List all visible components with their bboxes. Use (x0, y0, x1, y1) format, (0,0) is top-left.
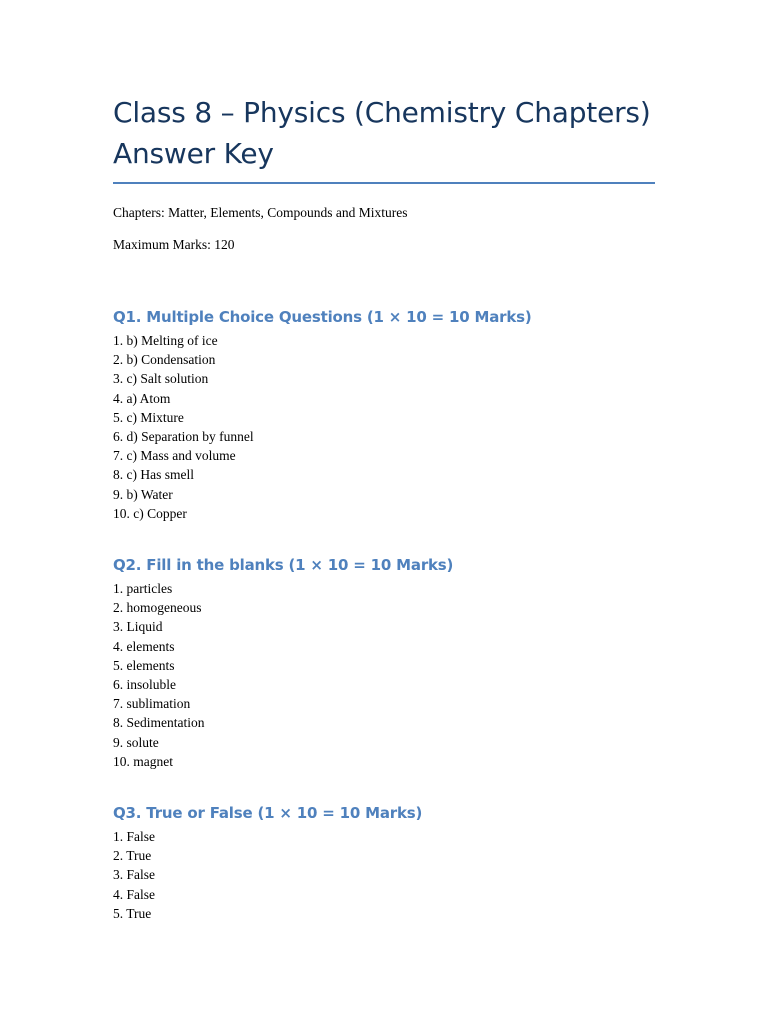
answer-list (113, 579, 655, 771)
answer-item: 3. Liquid (113, 619, 163, 635)
document-page (113, 92, 655, 923)
chapters-line: Chapters: Matter, Elements, Compounds and Mixtures (113, 205, 408, 220)
answer-item: 5. True (113, 905, 152, 921)
answer-item: 6. insoluble (113, 677, 176, 693)
answer-item: 10. c) Copper (113, 505, 187, 521)
answer-item: 1. particles (113, 581, 173, 597)
answer-item: 3. c) Salt solution (113, 371, 209, 387)
title-line-1: Class 8 – Physics (Chemistry Chapters) (113, 96, 651, 129)
answer-item: 3. False (113, 867, 155, 883)
section-heading: Q1. Multiple Choice Questions (1 × 10 = 10 Marks) (113, 308, 532, 326)
answer-item: 9. b) Water (113, 486, 173, 502)
answer-item: 4. a) Atom (113, 390, 171, 406)
title-line-2: Answer Key (113, 137, 274, 170)
title-divider (113, 182, 655, 184)
answer-item: 2. b) Condensation (113, 352, 216, 368)
section-heading: Q2. Fill in the blanks (1 × 10 = 10 Marks) (113, 556, 454, 575)
answer-item: 2. homogeneous (113, 600, 202, 616)
section-q3-true-or-false (113, 803, 655, 923)
answer-list (113, 331, 655, 523)
maximum-marks-line: Maximum Marks: 120 (113, 237, 235, 252)
section-q2-fill-in-the-blanks (113, 555, 655, 771)
answer-item: 4. elements (113, 638, 175, 654)
section-q1-multiple-choice (113, 307, 655, 523)
answer-item: 10. magnet (113, 753, 173, 769)
answer-item: 5. elements (113, 657, 175, 673)
answer-item: 5. c) Mixture (113, 409, 184, 425)
answer-item: 8. Sedimentation (113, 715, 205, 731)
answer-item: 1. False (113, 829, 155, 845)
answer-item: 6. d) Separation by funnel (113, 429, 254, 445)
answer-item: 4. False (113, 886, 155, 902)
answer-item: 9. solute (113, 734, 159, 750)
answer-item: 8. c) Has smell (113, 467, 194, 483)
answer-item: 7. c) Mass and volume (113, 448, 236, 464)
answer-item: 2. True (113, 848, 152, 864)
answer-item: 7. sublimation (113, 696, 191, 712)
section-heading: Q3. True or False (1 × 10 = 10 Marks) (113, 804, 423, 823)
answer-list (113, 827, 655, 923)
answer-item: 1. b) Melting of ice (113, 333, 218, 348)
document-title (113, 92, 655, 174)
